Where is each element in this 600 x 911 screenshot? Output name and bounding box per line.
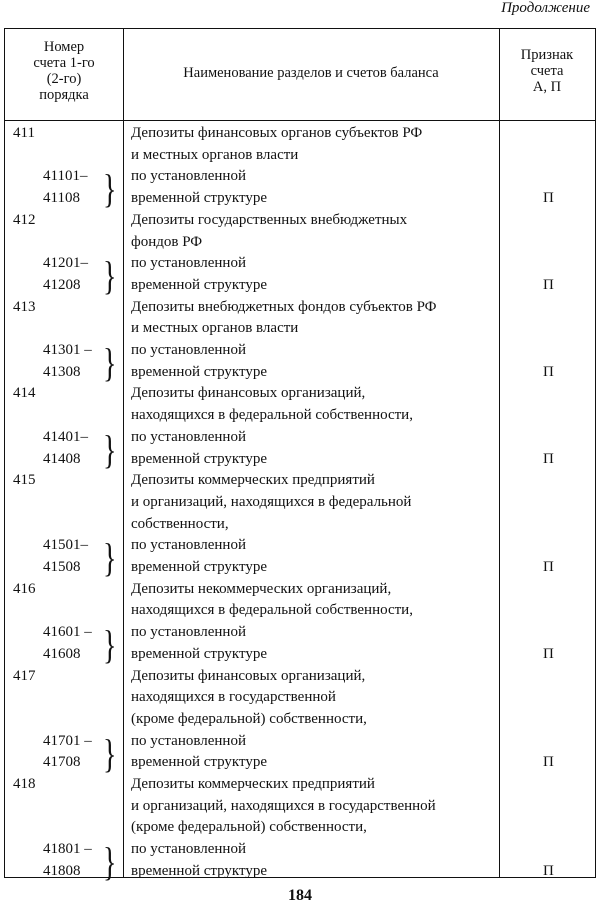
account-sign: П [543, 276, 554, 293]
account-name-line: Депозиты коммерческих предприятий [131, 776, 375, 792]
subaccount-description-line: по установленной [131, 168, 246, 185]
subaccount-range-end: 41308 [43, 363, 81, 380]
account-name-line: и организаций, находящихся в федеральной [131, 493, 412, 510]
subaccount-range-start: 41601 – [43, 624, 92, 641]
account-number: 413 [13, 298, 36, 315]
subaccount-description-line: временной структуре [131, 559, 268, 575]
subaccount-range-end: 41108 [43, 190, 80, 207]
account-name-line: Депозиты финансовых организаций, [131, 667, 366, 684]
subaccount-range-start: 41701 – [43, 732, 92, 749]
subaccount-range-start: 41501– [43, 537, 88, 554]
brace-icon: } [103, 731, 117, 777]
subaccount-description-line: по установленной [131, 841, 246, 858]
header-account-sign [499, 47, 595, 95]
brace-icon: } [103, 840, 117, 886]
account-name-line: (кроме федеральной) собственности, [131, 710, 367, 727]
brace-icon: } [103, 623, 117, 669]
subaccount-description-line: временной структуре [131, 276, 268, 293]
account-name-line: собственности, [131, 515, 229, 532]
account-name-line: находящихся в государственной [131, 689, 336, 706]
header-text: счета 1-го [33, 55, 95, 71]
subaccount-description-line: временной структуре [131, 754, 268, 771]
header-text: Признак [520, 47, 574, 63]
header-account-number [5, 39, 123, 103]
subaccount-description-line: временной структуре [131, 450, 268, 467]
brace-icon: } [103, 536, 117, 582]
subaccount-description-line: временной структуре [131, 862, 268, 879]
subaccount-description-line: по установленной [131, 537, 246, 554]
header-text: Наименование разделов и счетов баланса [183, 65, 439, 81]
account-name-line: и организаций, находящихся в государственной [131, 797, 436, 814]
subaccount-range-end: 41808 [43, 862, 81, 879]
header-section-name [123, 65, 499, 81]
account-sign: П [543, 559, 554, 575]
subaccount-description-line: временной структуре [131, 190, 268, 207]
subaccount-range-start: 41401– [43, 428, 88, 445]
account-sign: П [543, 190, 554, 207]
column-divider [499, 29, 500, 877]
subaccount-description-line: по установленной [131, 732, 246, 749]
subaccount-range-end: 41408 [43, 450, 81, 467]
account-name-line: и местных органов власти [131, 320, 299, 337]
subaccount-range-end: 41208 [43, 276, 81, 293]
subaccount-description-line: по установленной [131, 255, 246, 272]
account-name-line: Депозиты финансовых организаций, [131, 385, 366, 402]
account-sign: П [543, 450, 554, 467]
account-sign: П [543, 862, 554, 879]
subaccount-range-start: 41801 – [43, 841, 92, 858]
account-name-line: находящихся в федеральной собственности, [131, 407, 413, 424]
account-number: 414 [13, 385, 36, 402]
account-number: 417 [13, 667, 36, 684]
header-text: счета [530, 63, 564, 79]
account-name-line: Депозиты внебюджетных фондов субъектов РФ [131, 298, 437, 315]
header-text: А, П [532, 79, 562, 95]
header-text: порядка [39, 87, 89, 103]
subaccount-description-line: временной структуре [131, 363, 268, 380]
account-name-line: Депозиты коммерческих предприятий [131, 472, 375, 489]
account-number: 416 [13, 580, 36, 597]
account-number: 411 [13, 125, 35, 141]
header-text: (2-го) [46, 71, 82, 87]
header-text: Номер [43, 39, 85, 55]
account-number: 418 [13, 776, 36, 792]
subaccount-description-line: по установленной [131, 624, 246, 641]
subaccount-range-start: 41101– [43, 168, 88, 185]
subaccount-range-end: 41708 [43, 754, 81, 771]
subaccount-range-start: 41201– [43, 255, 88, 272]
account-sign: П [543, 754, 554, 771]
subaccount-description-line: по установленной [131, 342, 246, 358]
account-name-line: Депозиты некоммерческих организаций, [131, 580, 392, 597]
brace-icon: } [103, 167, 117, 213]
account-sign: П [543, 363, 554, 380]
account-number: 415 [13, 472, 36, 489]
subaccount-description-line: по установленной [131, 428, 246, 445]
account-name-line: (кроме федеральной) собственности, [131, 819, 367, 836]
brace-icon: } [103, 341, 117, 387]
account-sign: П [543, 645, 554, 662]
account-name-line: фондов РФ [131, 233, 203, 250]
subaccount-range-end: 41508 [43, 559, 81, 575]
account-name-line: Депозиты государственных внебюджетных [131, 211, 408, 228]
continuation-label: Продолжение [501, 0, 590, 16]
brace-icon: } [103, 254, 117, 300]
subaccount-description-line: временной структуре [131, 645, 268, 662]
page-number: 184 [288, 887, 312, 904]
account-name-line: и местных органов власти [131, 146, 299, 163]
brace-icon: } [103, 427, 117, 473]
account-name-line: Депозиты финансовых органов субъектов РФ [131, 125, 423, 141]
subaccount-range-start: 41301 – [43, 342, 92, 358]
account-name-line: находящихся в федеральной собственности, [131, 602, 413, 619]
header-divider [5, 120, 595, 121]
column-divider [123, 29, 124, 877]
subaccount-range-end: 41608 [43, 645, 81, 662]
account-number: 412 [13, 211, 36, 228]
accounts-table [4, 28, 596, 886]
